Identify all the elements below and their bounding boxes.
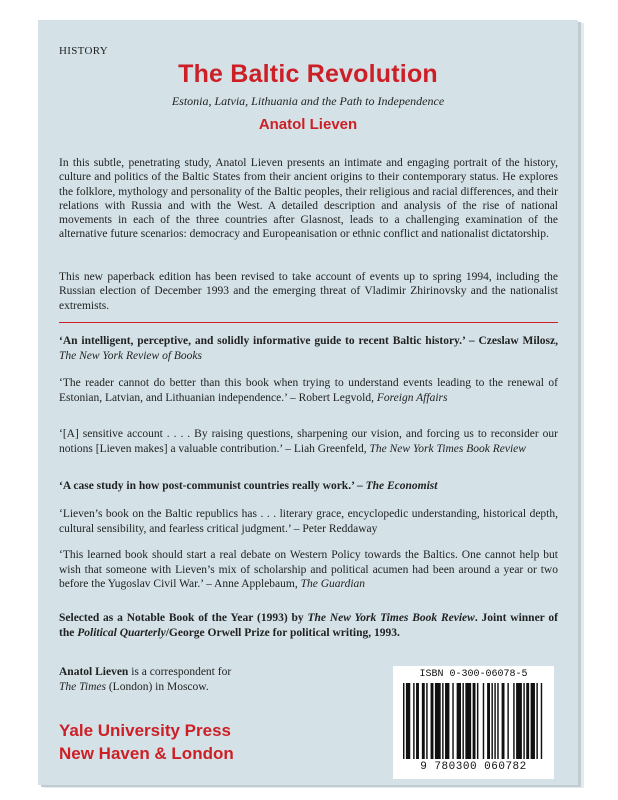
review-quote: ‘Lieven’s book on the Baltic republics has . . . literary grace, encyclopedic understanding, historical depth, cultural sensibility, and fearless critical judgment.’ [59, 508, 558, 535]
review-attribution: – Liah Greenfeld, [282, 442, 370, 455]
barcode-bar [465, 683, 471, 759]
review-source: The Economist [365, 480, 438, 492]
review-quote: ‘A case study in how post-communist countries really work.’ [59, 480, 355, 492]
barcode-number: 9 780300 060782 [420, 761, 527, 773]
barcode-bar [494, 683, 495, 759]
barcode-bar [491, 683, 492, 759]
bio-location: (London) in Moscow. [105, 680, 209, 693]
barcode-bar [445, 683, 449, 759]
review-dash: – [354, 480, 366, 492]
review-dash: – [465, 335, 479, 347]
barcode-bar [442, 683, 443, 759]
review-attribution: – Anne Applebaum, [203, 578, 301, 591]
barcode-bar [422, 683, 425, 759]
barcode-bar [523, 683, 524, 759]
barcode-bar [477, 683, 478, 759]
barcode-bar [526, 683, 529, 759]
description-paragraph-2: This new paperback edition has been revised to take account of events up to spring 1994, including the Russian election of December 1993 and the emerging threat of Vladimir Zhirinovsky and the nationalist extremists. [59, 271, 558, 312]
award-statement [59, 611, 558, 640]
barcode-bar [536, 683, 537, 759]
barcode-bar [435, 683, 441, 759]
isbn-label: ISBN 0-300-06078-5 [419, 669, 528, 680]
barcode-bar [473, 683, 476, 759]
book-back-cover [38, 20, 578, 785]
book-subtitle: Estonia, Latvia, Lithuania and the Path to Independence [171, 94, 445, 108]
publisher-name: Yale University Press [59, 721, 232, 740]
description-paragraph-1: In this subtle, penetrating study, Anatol Lieven presents an intimate and engaging portrait of the history, culture and politics of the Baltic States from their ancient origins to their contemporary status. He explores the folklore, mythology and personality of the Baltic peoples, their religious and racial differences, and their relations with Russia and with the West. A detailed description and analysis of the rise of national movements in each of the three countries after Glasnost, leads to a challenging examination of the alternative future scenarios: democracy and Europeanisation or ethnic conflict and nationalist dictatorship. [59, 157, 558, 241]
review-greenfeld [59, 427, 558, 456]
barcode-bar [487, 683, 490, 759]
book-title: The Baltic Revolution [178, 60, 438, 88]
barcode-bar [462, 683, 463, 759]
barcode-bar [431, 683, 434, 759]
barcode-bar [416, 683, 419, 759]
review-name: Czeslaw Milosz, [478, 335, 558, 347]
category-label: HISTORY [59, 45, 108, 57]
award-text: /George Orwell Prize for political writing, 1993. [165, 626, 400, 639]
review-source: The New York Times Book Review [369, 442, 526, 455]
barcode-bars [401, 683, 546, 761]
award-text: . Joint winner of the [59, 612, 558, 639]
barcode-bar [502, 683, 505, 759]
review-source: The Guardian [300, 578, 366, 591]
barcode-bar [507, 683, 508, 759]
review-attribution: – Peter Reddaway [290, 522, 378, 535]
barcode-bar [497, 683, 498, 759]
review-quote: ‘The reader cannot do better than this book when trying to understand events leading to the renewal of Estonian, Latvian, and Lithuanian independence.’ [59, 377, 558, 404]
award-source: Political Quarterly [77, 626, 166, 639]
barcode-bar [513, 683, 514, 759]
award-source: The New York Times Book Review [307, 612, 475, 624]
review-source: Foreign Affairs [376, 391, 448, 404]
barcode-bar [483, 683, 484, 759]
review-quote: ‘An intelligent, perceptive, and solidly informative guide to recent Baltic history.’ [59, 335, 466, 347]
barcode-bar [413, 683, 414, 759]
review-milosz [59, 334, 558, 363]
publisher-location: New Haven & London [59, 744, 234, 763]
bio-paper: The Times [59, 680, 106, 693]
barcode-bar [531, 683, 535, 759]
author-bio [59, 665, 299, 694]
review-quote: ‘This learned book should start a real debate on Western Policy towards the Baltics. One cannot help but wish that someone with Lieven’s mix of scholarship and political acumen had been around a year or two before the Yugoslav Civil War.’ [59, 549, 558, 591]
barcode-bar [516, 683, 522, 759]
barcode-bar [541, 683, 542, 759]
bio-name: Anatol Lieven [59, 666, 129, 678]
bio-text: is a correspondent for [128, 666, 232, 678]
review-quote: ‘[A] sensitive account . . . . By raising questions, sharpening our vision, and forcing us to reconsider our notions [Lieven makes] a valuable contribution.’ [59, 428, 558, 455]
review-legvold [59, 376, 558, 405]
barcode-bar [403, 683, 404, 759]
review-reddaway [59, 507, 558, 536]
barcode-bar [426, 683, 427, 759]
book-author: Anatol Lieven [258, 116, 358, 133]
review-applebaum [59, 548, 558, 592]
review-economist [59, 479, 558, 494]
section-divider [59, 322, 558, 323]
barcode-bar [406, 683, 410, 759]
barcode-bar [452, 683, 453, 759]
barcode-bar [457, 683, 461, 759]
review-source: The New York Review of Books [59, 349, 202, 362]
review-attribution: – Robert Legvold, [287, 391, 377, 404]
award-text: Selected as a Notable Book of the Year (1993) by [59, 612, 308, 624]
barcode [393, 666, 554, 779]
